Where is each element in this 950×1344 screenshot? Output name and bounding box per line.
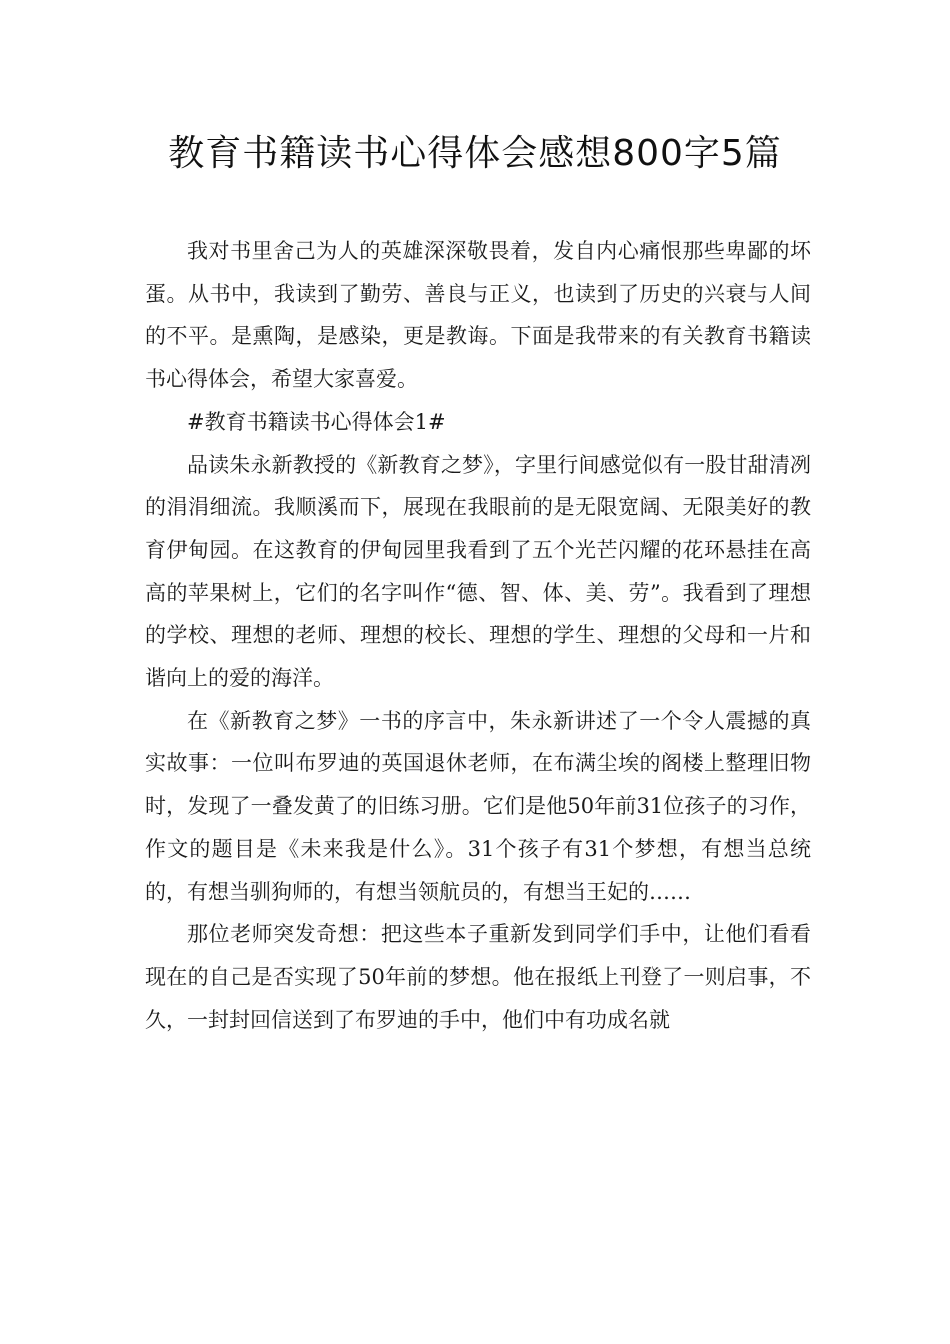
document-body [145, 230, 811, 1041]
intro-paragraph: 我对书里舍己为人的英雄深深敬畏着，发自内心痛恨那些卑鄙的坏蛋。从书中，我读到了勤劳、善良与正义，也读到了历史的兴衰与人间的不平。是熏陶，是感染，更是教诲。下面是我带来的有关教育书籍读书心得体会，希望大家喜爱。 [145, 239, 811, 392]
body-paragraph: 品读朱永新教授的《新教育之梦》，字里行间感觉似有一股甘甜清冽的涓涓细流。我顺溪而下，展现在我眼前的是无限宽阔、无限美好的教育伊甸园。在这教育的伊甸园里我看到了五个光芒闪耀的花环悬挂在高高的苹果树上，它们的名字叫作“德、智、体、美、劳”。我看到了理想的学校、理想的老师、理想的校长、理想的学生、理想的父母和一片和谐向上的爱的海洋。 [145, 452, 811, 691]
body-paragraph: 在《新教育之梦》一书的序言中，朱永新讲述了一个令人震撼的真实故事：一位叫布罗迪的英国退休老师，在布满尘埃的阁楼上整理旧物时，发现了一叠发黄了的旧练习册。它们是他50年前31位孩子的习作，作文的题目是《未来我是什么》。31个孩子有31个梦想，有想当总统的，有想当驯狗师的，有想当领航员的，有想当王妃的…… [145, 708, 811, 904]
document-title: 教育书籍读书心得体会感想800字5篇 [168, 133, 782, 174]
body-paragraph: 那位老师突发奇想：把这些本子重新发到同学们手中，让他们看看现在的自己是否实现了50年前的梦想。他在报纸上刊登了一则启事，不久，一封封回信送到了布罗迪的手中，他们中有功成名就 [145, 922, 811, 1032]
section-heading: #教育书籍读书心得体会1# [187, 409, 446, 434]
